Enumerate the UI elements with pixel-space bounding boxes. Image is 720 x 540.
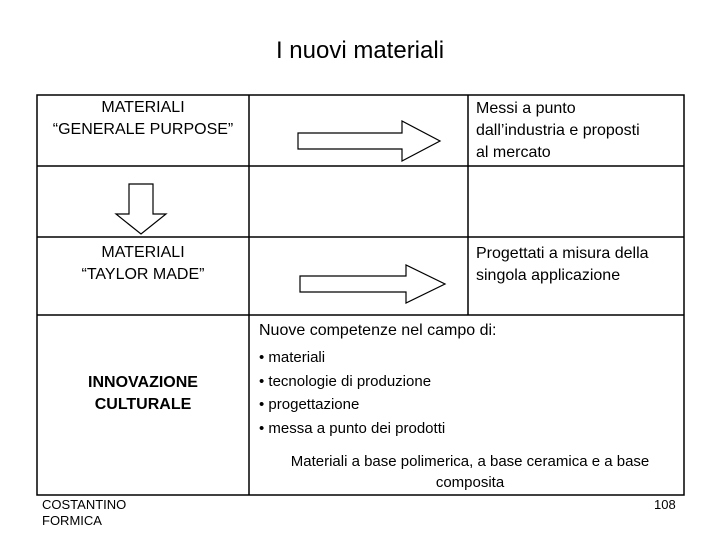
list-item: • materiali bbox=[259, 349, 326, 366]
list-item: • progettazione bbox=[259, 396, 360, 413]
author-line1: COSTANTINO bbox=[42, 497, 127, 512]
arrow-right-icon bbox=[298, 121, 440, 161]
general-purpose-label bbox=[37, 97, 249, 141]
taylor-made-desc-line1: Progettati a misura della bbox=[476, 245, 649, 262]
materiali-base-line2: composita bbox=[435, 474, 505, 491]
author-line2: FORMICA bbox=[42, 513, 102, 528]
page-number: 108 bbox=[654, 497, 676, 512]
innovazione-line2: CULTURALE bbox=[94, 396, 192, 413]
general-purpose-line2: “GENERALE PURPOSE” bbox=[52, 121, 234, 138]
page-title: I nuovi materiali bbox=[275, 37, 445, 64]
innovazione-line1: INNOVAZIONE bbox=[88, 374, 198, 391]
taylor-made-line1: MATERIALI bbox=[101, 244, 185, 261]
list-item: • messa a punto dei prodotti bbox=[259, 419, 446, 437]
materiali-base-text bbox=[249, 451, 691, 493]
competenze-list bbox=[259, 346, 445, 440]
taylor-made-label bbox=[37, 242, 249, 286]
taylor-made-desc-line2: singola applicazione bbox=[476, 267, 621, 284]
list-item: • tecnologie di produzione bbox=[259, 372, 432, 390]
general-purpose-line1: MATERIALI bbox=[101, 99, 185, 116]
taylor-made-line2: “TAYLOR MADE” bbox=[81, 266, 205, 283]
general-purpose-description bbox=[476, 98, 640, 164]
general-purpose-desc-line2: dall’industria e proposti bbox=[476, 122, 640, 139]
competenze-heading: Nuove competenze nel campo di: bbox=[259, 322, 497, 339]
author-credit bbox=[42, 497, 126, 529]
arrow-right-icon bbox=[300, 265, 445, 303]
general-purpose-desc-line3: al mercato bbox=[476, 144, 551, 161]
arrow-down-icon bbox=[116, 184, 166, 234]
taylor-made-description bbox=[476, 243, 649, 287]
innovazione-culturale-label bbox=[37, 372, 249, 416]
general-purpose-desc-line1: Messi a punto bbox=[476, 100, 576, 117]
materiali-base-line1: Materiali a base polimerica, a base ceramica e a base bbox=[290, 453, 650, 470]
